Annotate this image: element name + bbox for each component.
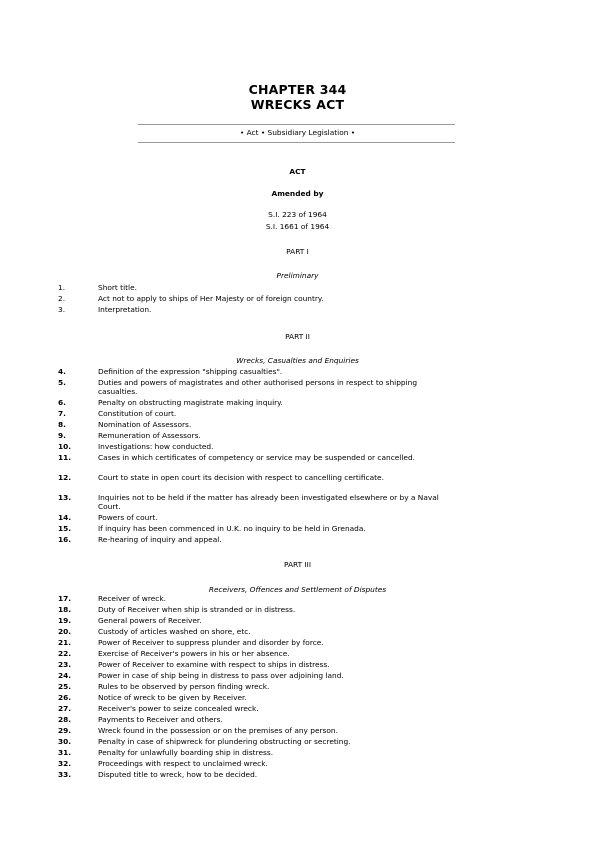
section-title: Inquiries not to be held if the matter has already been investigated elsewhere or by a Naval Court.	[98, 493, 439, 511]
section-title: Power in case of ship being in distress to pass over adjoining land.	[98, 671, 344, 680]
nav-links[interactable]: • Act • Subsidiary Legislation •	[239, 128, 356, 137]
section-number: 25.	[58, 682, 72, 691]
section-title: Disputed title to wreck, how to be decided.	[98, 770, 258, 779]
part-heading: Wrecks, Casualties and Enquiries	[236, 356, 359, 365]
section-title: Custody of articles washed on shore, etc.	[98, 627, 251, 636]
section-title: Cases in which certificates of competency or service may be suspended or cancelled.	[98, 453, 416, 462]
section-title: Definition of the expression "shipping casualties".	[98, 367, 283, 376]
part-title: PART II	[285, 332, 310, 341]
amended-by-heading: Amended by	[271, 189, 324, 198]
section-number: 18.	[58, 605, 72, 614]
section-number: 14.	[58, 513, 72, 522]
section-title: Rules to be observed by person finding wreck.	[98, 682, 270, 691]
section-number: 10.	[58, 442, 72, 451]
section-number: 15.	[58, 524, 72, 533]
section-number: 23.	[58, 660, 72, 669]
section-title: Duty of Receiver when ship is stranded or in distress.	[98, 605, 296, 614]
section-number: 29.	[58, 726, 72, 735]
section-title: Interpretation.	[98, 305, 152, 314]
section-title: Power of Receiver to examine with respect to ships in distress.	[98, 660, 330, 669]
part-heading: Receivers, Offences and Settlement of Disputes	[208, 585, 387, 594]
section-title: Penalty in case of shipwreck for plundering obstructing or secreting.	[98, 737, 351, 746]
section-number: 33.	[58, 770, 72, 779]
section-number: 28.	[58, 715, 72, 724]
section-number: 12.	[58, 473, 72, 482]
section-title: Receiver's power to seize concealed wreck.	[98, 704, 259, 713]
section-number: 4.	[58, 367, 66, 376]
section-number: 13.	[58, 493, 72, 502]
section-title: Short title.	[98, 283, 137, 292]
section-number: 17.	[58, 594, 72, 603]
section-title: If inquiry has been commenced in U.K. no inquiry to be held in Grenada.	[98, 524, 366, 533]
section-number: 6.	[58, 398, 66, 407]
section-number: 11.	[58, 453, 72, 462]
section-title: Receiver of wreck.	[98, 594, 166, 603]
section-title: Powers of court.	[98, 513, 158, 522]
section-number: 30.	[58, 737, 72, 746]
act-label: ACT	[289, 167, 306, 176]
amendment-2: S.I. 1661 of 1964	[265, 222, 330, 231]
section-title: Act not to apply to ships of Her Majesty or of foreign country.	[98, 294, 324, 303]
section-title: Proceedings with respect to unclaimed wreck.	[98, 759, 268, 768]
section-number: 32.	[58, 759, 72, 768]
section-number: 22.	[58, 649, 72, 658]
section-title: Notice of wreck to be given by Receiver.	[98, 693, 247, 702]
act-title: WRECKS ACT	[250, 97, 345, 112]
section-number: 21.	[58, 638, 72, 647]
section-number: 20.	[58, 627, 72, 636]
section-title: Penalty for unlawfully boarding ship in distress.	[98, 748, 274, 757]
section-number: 31.	[58, 748, 72, 757]
section-title: Re-hearing of inquiry and appeal.	[98, 535, 222, 544]
section-title: Power of Receiver to suppress plunder and disorder by force.	[98, 638, 324, 647]
section-number: 1.	[58, 283, 66, 292]
section-number: 3.	[58, 305, 66, 314]
chapter-title: CHAPTER 344	[248, 82, 347, 97]
section-number: 24.	[58, 671, 72, 680]
section-title: Payments to Receiver and others.	[98, 715, 223, 724]
section-title: Duties and powers of magistrates and other authorised persons in respect to shipping casualties.	[98, 378, 418, 396]
part-title: PART I	[286, 247, 309, 256]
section-number: 8.	[58, 420, 66, 429]
section-title: Court to state in open court its decision with respect to cancelling certificate.	[98, 473, 384, 482]
section-number: 9.	[58, 431, 66, 440]
section-number: 26.	[58, 693, 72, 702]
section-title: Exercise of Receiver's powers in his or her absence.	[98, 649, 290, 658]
bottom-divider	[138, 142, 455, 143]
section-title: Wreck found in the possession or on the premises of any person.	[98, 726, 338, 735]
section-number: 16.	[58, 535, 72, 544]
amendment-1: S.I. 223 of 1964	[268, 210, 327, 219]
part-title: PART III	[283, 560, 312, 569]
section-number: 5.	[58, 378, 66, 387]
section-title: Investigations: how conducted.	[98, 442, 214, 451]
section-title: Nomination of Assessors.	[98, 420, 192, 429]
section-title: General powers of Receiver.	[98, 616, 202, 625]
section-title: Penalty on obstructing magistrate making inquiry.	[98, 398, 283, 407]
section-title: Constitution of court.	[98, 409, 177, 418]
section-number: 19.	[58, 616, 72, 625]
top-divider	[138, 124, 455, 125]
section-number: 27.	[58, 704, 72, 713]
section-title: Remuneration of Assessors.	[98, 431, 201, 440]
section-number: 7.	[58, 409, 66, 418]
part-heading: Preliminary	[276, 271, 319, 280]
section-number: 2.	[58, 294, 66, 303]
